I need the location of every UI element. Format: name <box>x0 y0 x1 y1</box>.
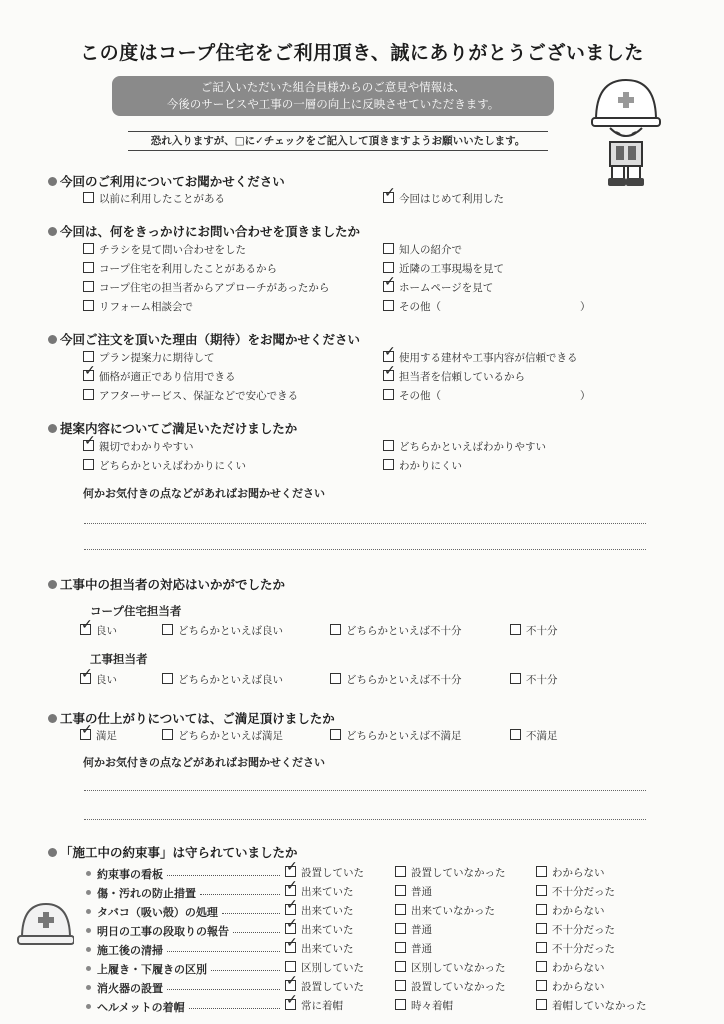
option-label: 担当者を信頼しているから <box>399 371 525 383</box>
option-label: どちらかといえば不十分 <box>346 674 462 686</box>
info-banner <box>112 76 554 116</box>
worker-mascot-illustration <box>588 72 664 190</box>
page-title: この度はコープ住宅をご利用頂き、誠にありがとうございました <box>80 42 644 64</box>
option-label: 時々着帽 <box>411 1000 453 1012</box>
q3-option[interactable] <box>383 370 525 384</box>
option-label: コープ住宅を利用したことがあるから <box>99 263 277 275</box>
checkbox[interactable] <box>83 351 94 362</box>
option-label: どちらかといえば不十分 <box>346 625 462 637</box>
checkbox[interactable] <box>395 923 406 934</box>
q1-heading <box>48 172 285 190</box>
checkbox[interactable] <box>83 281 94 292</box>
small-bullet-icon <box>86 909 91 914</box>
close-paren: ） <box>580 390 591 402</box>
option-label: わかりにくい <box>399 460 462 472</box>
bullet-dot-icon <box>48 177 57 186</box>
checkbox[interactable] <box>330 729 341 740</box>
promise-option[interactable] <box>395 923 432 937</box>
promise-option[interactable] <box>536 961 605 975</box>
checkbox[interactable] <box>330 624 341 635</box>
checkbox[interactable] <box>383 440 394 451</box>
q2-option[interactable] <box>383 262 504 276</box>
option-label: 近隣の工事現場を見て <box>399 263 504 275</box>
option-label: 出来ていなかった <box>411 905 495 917</box>
checkbox[interactable] <box>83 262 94 273</box>
option-label: 設置していなかった <box>411 867 506 879</box>
q3-option[interactable] <box>83 389 298 403</box>
comment-line[interactable] <box>84 819 646 820</box>
checkbox-checked[interactable] <box>80 673 91 684</box>
q1-title: 今回のご利用についてお聞かせください <box>60 174 285 189</box>
leader-line <box>233 932 280 933</box>
q2-option[interactable] <box>83 262 277 276</box>
q4-comment-prompt: 何かお気付きの点などがあればお聞かせください <box>83 487 325 500</box>
promise-option[interactable] <box>536 923 615 937</box>
option-label: わからない <box>552 962 605 974</box>
leader-line <box>189 1008 280 1009</box>
option-label: その他（ <box>399 301 441 313</box>
leader-line <box>222 913 280 914</box>
helmet-illustration <box>16 898 74 948</box>
option-label: 今回はじめて利用した <box>399 193 504 205</box>
option-label: リフォーム相談会で <box>99 301 193 313</box>
small-bullet-icon <box>86 985 91 990</box>
option-label: プラン提案力に期待して <box>99 352 215 364</box>
checkbox[interactable] <box>395 961 406 972</box>
q6-option[interactable] <box>162 729 283 743</box>
q2-option[interactable] <box>83 300 193 314</box>
checkbox[interactable] <box>395 885 406 896</box>
q5-coop-option[interactable] <box>80 624 117 638</box>
item-text: ヘルメットの着帽 <box>97 1001 185 1014</box>
option-label: その他（ <box>399 390 441 402</box>
checkbox[interactable] <box>536 942 547 953</box>
checkbox-checked[interactable] <box>285 980 296 991</box>
q6-title: 工事の仕上がりについては、ご満足頂けましたか <box>60 711 335 726</box>
checkbox[interactable] <box>536 885 547 896</box>
option-label: 普通 <box>411 943 432 955</box>
q3-option[interactable] <box>383 351 578 365</box>
comment-line[interactable] <box>84 549 646 550</box>
option-label: 良い <box>96 625 117 637</box>
option-label: 設置していなかった <box>411 981 506 993</box>
checkbox[interactable] <box>83 192 94 203</box>
q2-heading <box>48 222 360 240</box>
bullet-dot-icon <box>48 848 57 857</box>
promise-option[interactable] <box>395 885 432 899</box>
checkbox-checked[interactable] <box>285 923 296 934</box>
coop-staff-label: コープ住宅担当者 <box>90 604 182 618</box>
option-label: どちらかといえば不満足 <box>346 730 462 742</box>
option-label: コープ住宅の担当者からアプローチがあったから <box>99 282 330 294</box>
option-label: どちらかといえば満足 <box>178 730 283 742</box>
checkbox-checked[interactable] <box>285 885 296 896</box>
q2-option[interactable] <box>383 243 462 257</box>
q1-option-first-time[interactable] <box>383 192 504 206</box>
promise-item-label <box>86 885 196 901</box>
promise-option[interactable] <box>285 942 354 956</box>
checkbox-checked[interactable] <box>285 904 296 915</box>
checkbox[interactable] <box>383 389 394 400</box>
checkbox-checked[interactable] <box>383 351 394 362</box>
small-bullet-icon <box>86 966 91 971</box>
item-text: 施工後の清掃 <box>97 944 163 957</box>
checkbox[interactable] <box>536 866 547 877</box>
q6-option[interactable] <box>510 729 558 743</box>
option-label: 不十分だった <box>552 924 615 936</box>
promise-option[interactable] <box>395 999 453 1013</box>
option-label: 設置していた <box>301 867 364 879</box>
item-text: 傷・汚れの防止措置 <box>97 887 196 900</box>
checkbox[interactable] <box>383 459 394 470</box>
bullet-dot-icon <box>48 714 57 723</box>
promise-option[interactable] <box>395 942 432 956</box>
item-text: タバコ（吸い殻）の処理 <box>97 906 218 919</box>
option-label: 着帽していなかった <box>552 1000 647 1012</box>
option-label: 普通 <box>411 886 432 898</box>
checkbox[interactable] <box>395 999 406 1010</box>
option-label: 以前に利用したことがある <box>99 193 225 205</box>
option-label: 使用する建材や工事内容が信頼できる <box>399 352 578 364</box>
small-bullet-icon <box>86 890 91 895</box>
option-label: どちらかといえばわかりやすい <box>399 441 546 453</box>
option-label: 出来ていた <box>301 905 354 917</box>
leader-line <box>200 894 280 895</box>
option-label: わからない <box>552 905 605 917</box>
promise-option[interactable] <box>536 942 615 956</box>
q5-title: 工事中の担当者の対応はいかがでしたか <box>60 577 286 592</box>
option-label: 知人の紹介で <box>399 244 462 256</box>
q4-option[interactable] <box>383 440 546 454</box>
option-label: 設置していた <box>301 981 364 993</box>
q4-option[interactable] <box>383 459 462 473</box>
checkbox[interactable] <box>285 961 296 972</box>
checkbox-checked[interactable] <box>80 624 91 635</box>
leader-line <box>167 951 280 952</box>
item-text: 約束事の看板 <box>97 868 163 881</box>
checkbox-checked[interactable] <box>383 281 394 292</box>
option-label: 常に着帽 <box>301 1000 343 1012</box>
option-label: ホームページを見て <box>399 282 494 294</box>
checkbox[interactable] <box>536 904 547 915</box>
checkbox[interactable] <box>395 904 406 915</box>
promise-option[interactable] <box>536 999 647 1013</box>
q5-coop-option[interactable] <box>162 624 283 638</box>
item-text: 消火器の設置 <box>97 982 163 995</box>
promise-option[interactable] <box>395 866 506 880</box>
promise-option[interactable] <box>536 904 605 918</box>
close-paren: ） <box>580 301 591 313</box>
option-label: 不満足 <box>526 730 558 742</box>
leader-line <box>167 989 280 990</box>
q5-coop-option[interactable] <box>330 624 462 638</box>
q3-title: 今回ご注文を頂いた理由（期待）をお聞かせください <box>60 332 361 347</box>
checkbox-checked[interactable] <box>83 440 94 451</box>
q5-heading <box>48 575 285 593</box>
checkbox[interactable] <box>383 262 394 273</box>
construction-staff-label: 工事担当者 <box>90 652 148 666</box>
checkbox[interactable] <box>83 243 94 254</box>
option-label: どちらかといえばわかりにくい <box>99 460 246 472</box>
checkbox[interactable] <box>83 300 94 311</box>
checkbox[interactable] <box>83 459 94 470</box>
small-bullet-icon <box>86 871 91 876</box>
checkbox[interactable] <box>162 673 173 684</box>
option-label: 不十分 <box>526 625 558 637</box>
option-label: 価格が適正であり信用できる <box>99 371 236 383</box>
banner-line-1: ご記入いただいた組合員様からのご意見や情報は、 <box>200 80 466 94</box>
q3-option[interactable] <box>83 370 236 384</box>
promise-option[interactable] <box>536 866 605 880</box>
q3-heading <box>48 330 360 348</box>
promise-item-label <box>86 961 207 977</box>
promise-option[interactable] <box>285 999 343 1013</box>
option-label: アフターサービス、保証などで安心できる <box>99 390 299 402</box>
q6-option[interactable] <box>80 729 117 743</box>
promise-item-label <box>86 904 218 920</box>
banner-line-2: 今後のサービスや工事の一層の向上に反映させていただきます。 <box>166 97 500 111</box>
checkbox-checked[interactable] <box>383 192 394 203</box>
q5-coop-option[interactable] <box>510 624 558 638</box>
option-label: 出来ていた <box>301 886 354 898</box>
promise-item-label <box>86 980 163 996</box>
checkbox[interactable] <box>510 729 521 740</box>
q3-option[interactable] <box>83 351 215 365</box>
checkbox[interactable] <box>536 999 547 1010</box>
option-label: わからない <box>552 867 605 879</box>
promise-option[interactable] <box>536 885 615 899</box>
checkbox-checked[interactable] <box>83 370 94 381</box>
q7-title: 「施工中の約束事」は守られていましたか <box>60 845 298 860</box>
checkbox-checked[interactable] <box>80 729 91 740</box>
option-label: 出来ていた <box>301 943 354 955</box>
option-label: どちらかといえば良い <box>178 625 283 637</box>
promise-option[interactable] <box>395 961 506 975</box>
small-bullet-icon <box>86 947 91 952</box>
option-label: 区別していた <box>301 962 364 974</box>
option-label: 親切でわかりやすい <box>99 441 194 453</box>
option-label: 満足 <box>96 730 117 742</box>
checkbox[interactable] <box>83 389 94 400</box>
promise-item-label <box>86 942 163 958</box>
item-text: 上履き・下履きの区別 <box>97 963 207 976</box>
checkbox[interactable] <box>395 866 406 877</box>
q6-option[interactable] <box>330 729 462 743</box>
option-label: 出来ていた <box>301 924 354 936</box>
checkbox[interactable] <box>162 624 173 635</box>
leader-line <box>211 970 280 971</box>
q4-option[interactable] <box>83 459 246 473</box>
option-label: 普通 <box>411 924 432 936</box>
comment-line[interactable] <box>84 790 646 791</box>
q5-construction-option[interactable] <box>80 673 117 687</box>
q3-option-other[interactable] <box>383 389 441 403</box>
bullet-dot-icon <box>48 335 57 344</box>
option-label: わからない <box>552 981 605 993</box>
q4-option[interactable] <box>83 440 194 454</box>
q6-comment-prompt: 何かお気付きの点などがあればお聞かせください <box>83 756 325 769</box>
option-label: 不十分だった <box>552 886 615 898</box>
checkbox-checked[interactable] <box>383 370 394 381</box>
q5-construction-option[interactable] <box>162 673 283 687</box>
checkbox[interactable] <box>536 961 547 972</box>
checkbox-checked[interactable] <box>285 866 296 877</box>
q7-heading <box>48 843 298 861</box>
option-label: 良い <box>96 674 117 686</box>
comment-line[interactable] <box>84 523 646 524</box>
instruction-text: 恐れ入りますが、□に✓チェックをご記入して頂きますようお願いいたします。 <box>128 131 548 151</box>
option-label: 不十分 <box>526 674 558 686</box>
item-text: 明日の工事の段取りの報告 <box>97 925 229 938</box>
checkbox[interactable] <box>536 980 547 991</box>
q5-construction-option[interactable] <box>330 673 462 687</box>
q4-title: 提案内容についてご満足いただけましたか <box>60 421 298 436</box>
promise-item-label <box>86 866 163 882</box>
checkbox[interactable] <box>383 300 394 311</box>
q2-option[interactable] <box>83 281 329 295</box>
bullet-dot-icon <box>48 424 57 433</box>
checkbox[interactable] <box>510 673 521 684</box>
checkbox[interactable] <box>162 729 173 740</box>
q5-construction-option[interactable] <box>510 673 558 687</box>
bullet-dot-icon <box>48 580 57 589</box>
checkbox[interactable] <box>383 243 394 254</box>
promise-option[interactable] <box>395 904 495 918</box>
checkbox[interactable] <box>510 624 521 635</box>
promise-option[interactable] <box>536 980 605 994</box>
option-label: どちらかといえば良い <box>178 674 283 686</box>
checkbox[interactable] <box>330 673 341 684</box>
checkbox[interactable] <box>395 980 406 991</box>
q1-option-previous[interactable] <box>83 192 225 206</box>
checkbox[interactable] <box>536 923 547 934</box>
q2-option[interactable] <box>383 281 493 295</box>
checkbox-checked[interactable] <box>285 942 296 953</box>
option-label: 区別していなかった <box>411 962 506 974</box>
option-label: 不十分だった <box>552 943 615 955</box>
leader-line <box>167 875 280 876</box>
option-label: チラシを見て問い合わせをした <box>99 244 246 256</box>
checkbox-checked[interactable] <box>285 999 296 1010</box>
small-bullet-icon <box>86 928 91 933</box>
bullet-dot-icon <box>48 227 57 236</box>
promise-item-label <box>86 923 229 939</box>
promise-option[interactable] <box>395 980 506 994</box>
q2-option-other[interactable] <box>383 300 441 314</box>
q2-option[interactable] <box>83 243 246 257</box>
q2-title: 今回は、何をきっかけにお問い合わせを頂きましたか <box>60 224 361 239</box>
small-bullet-icon <box>86 1004 91 1009</box>
checkbox[interactable] <box>395 942 406 953</box>
promise-item-label <box>86 999 185 1015</box>
